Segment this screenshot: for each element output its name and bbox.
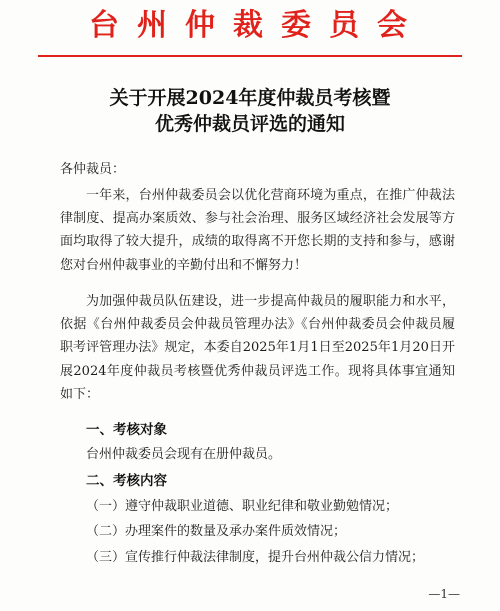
list-item: （三）宣传推行仲裁法律制度，提升台州仲裁公信力情况； [86, 550, 425, 565]
letterhead-org-name: 台州仲裁委员会 [89, 8, 425, 43]
section-heading-assessment-content: 二、考核内容 [86, 473, 167, 489]
list-item: （二）办理案件的数量及承办案件质效情况； [86, 524, 347, 539]
page-number: —1— [428, 587, 460, 601]
body-paragraph-2: 为加强仲裁员队伍建设，进一步提高仲裁员的履职能力和水平，依据《台州仲裁委员会仲裁员管理办法》《台州仲裁委员会仲裁员履职考评管理办法》规定，本委自2025年1月1日至2025年1月20日开展2024年度仲裁员考核暨优秀仲裁员评选工作。现将具体事宜通知如下： [60, 294, 455, 402]
body-paragraph-1: 一年来，台州仲裁委员会以优化营商环境为重点，在推广仲裁法律制度、提高办案质效、参与社会治理、服务区域经济社会发展等方面均取得了较大提升，成绩的取得离不开您长期的支持和参与，感谢您对台州仲裁事业的辛勤付出和不懈努力！ [60, 188, 455, 273]
section-text-assessment-target: 台州仲裁委员会现有在册仲裁员。 [86, 447, 282, 462]
document-title-line-2: 优秀仲裁员评选的通知 [154, 113, 345, 135]
list-item: （一）遵守仲裁职业道德、职业纪律和敬业勤勉情况； [86, 499, 399, 514]
salutation: 各仲裁员： [60, 162, 126, 177]
letterhead-red-rule [38, 55, 462, 57]
document-title-line-1: 关于开展2024年度仲裁员考核暨 [109, 87, 391, 109]
section-heading-assessment-target: 一、考核对象 [86, 422, 167, 438]
